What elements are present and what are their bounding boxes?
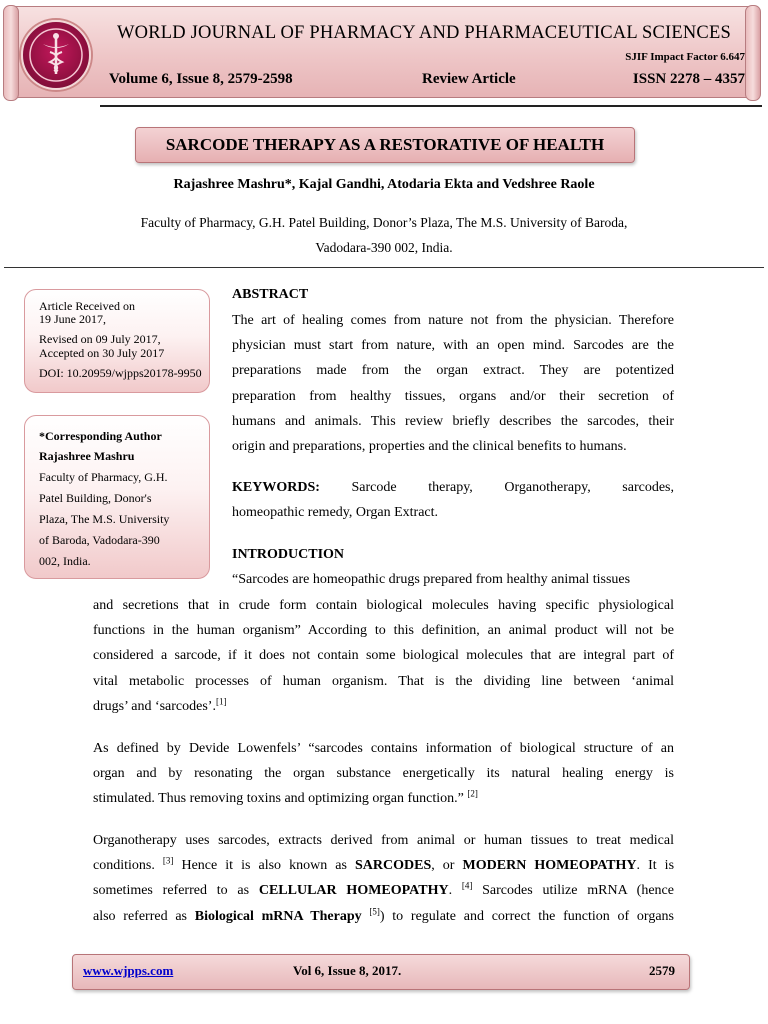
intro-line: organ and by resonating the organ substance energetically its natural healing energy is [93,766,674,782]
footer-volume: Vol 6, Issue 8, 2017. [293,963,402,978]
journal-header-banner [8,6,756,98]
issn: ISSN 2278 – 4357 [632,71,745,87]
article-type: Review Article [422,71,516,87]
volume-issue: Volume 6, Issue 8, 2579-2598 [109,71,293,87]
keywords-line [232,475,674,500]
text-run: Hence it is also known as [173,858,355,874]
text-run: , or [431,858,463,874]
corresponding-address-line: of Baroda, Vadodara-390 [39,533,160,547]
abstract-line: origin and preparations, properties and the clinical benefits to humans. [232,438,627,454]
header-divider [100,105,762,107]
intro-line [93,853,674,878]
intro-paragraph-1 [93,593,674,719]
corresponding-name: Rajashree Mashru [39,449,135,463]
accepted-date: Accepted on 30 July 2017 [39,346,165,360]
journal-website-link[interactable]: www.wjpps.com [83,963,174,978]
page-number: 2579 [649,963,675,978]
intro-line [93,878,674,903]
intro-line: considered a sarcode, if it does not contain some biological molecules that are integral part of [93,648,674,664]
abstract-line: humans and animals. This review briefly describes the sarcodes, their [232,413,674,429]
received-date: 19 June 2017, [39,312,106,326]
abstract-line: preparations made from the organ extract. They are potentized [232,363,674,379]
text-run: . It is [636,858,675,874]
introduction-heading: INTRODUCTION [232,547,345,562]
article-title: SARCODE THERAPY AS A RESTORATIVE OF HEALTH [135,127,635,163]
abstract-line: preparation from healthy tissues, organs and/or their secretion of [232,388,674,404]
reference-marker: [1] [215,696,227,707]
intro-line: stimulated. Thus removing toxins and optimizing organ function.” [93,791,464,807]
intro-line: drugs’ and ‘sarcodes’. [93,698,216,714]
corresponding-address-line: Patel Building, Donor's [39,491,152,505]
scroll-decoration-left [3,5,19,101]
corresponding-address-line: Faculty of Pharmacy, G.H. [39,470,168,484]
scroll-decoration-right [745,5,761,101]
journal-title: WORLD JOURNAL OF PHARMACY AND PHARMACEUTICAL SCIENCES [117,23,731,43]
reference-marker: [3] [162,855,174,866]
bold-term: CELLULAR HOMEOPATHY [258,883,449,899]
doi: DOI: 10.20959/wjpps20178-9950 [39,366,202,380]
reference-marker: [5] [369,905,380,916]
reference-marker: [4] [461,880,473,891]
abstract-heading: ABSTRACT [232,287,309,302]
keywords-list-part-2: homeopathic remedy, Organ Extract. [232,505,439,521]
intro-line: “Sarcodes are homeopathic drugs prepared from healthy animal tissues [232,572,631,587]
intro-line: vital metabolic processes of human organism. That is the dividing line between ‘animal [93,673,674,689]
intro-line: As defined by Devide Lowenfels’ “sarcodes contains information of biological structure of an [93,741,674,756]
intro-paragraph-2 [93,736,674,812]
article-info-box [24,289,210,393]
affiliation-line-2: Vadodara-390 002, India. [315,240,453,255]
intro-line [93,904,674,929]
corresponding-address-line: 002, India. [39,554,91,568]
intro-paragraph-3 [93,828,674,929]
impact-factor: SJIF Impact Factor 6.647 [625,51,745,63]
abstract-line: The art of healing comes from nature not from the physician. Therefore [232,313,674,328]
bold-term: MODERN HOMEOPATHY [462,858,637,874]
text-run: sometimes referred to as [93,883,259,899]
keywords-block [232,475,674,525]
intro-paragraph-1-start [232,567,674,592]
abstract-text [232,308,674,459]
author-list: Rajashree Mashru*, Kajal Gandhi, Atodaria Ekta and Vedshree Raole [173,177,595,192]
corresponding-heading: *Corresponding Author [39,429,162,443]
intro-line: and secretions that in crude form contain biological molecules having specific physiological [93,598,674,613]
keywords-list-part-1: Sarcode therapy, Organotherapy, sarcodes, [351,480,674,495]
journal-logo [21,20,91,90]
reference-marker: [2] [467,788,478,799]
page-footer [72,954,690,990]
keywords-label: KEYWORDS: [232,480,320,495]
intro-line: functions in the human organism” According to this definition, an animal product will not be [93,623,674,639]
intro-line-with-ref [93,786,674,811]
text-run: ) to regulate and correct the function of organs [379,908,675,924]
received-label: Article Received on [39,299,135,313]
corresponding-author-box [24,415,210,579]
caduceus-icon [23,22,89,88]
bold-term: Biological mRNA Therapy [194,908,362,924]
corresponding-address-line: Plaza, The M.S. University [39,512,170,526]
text-run: . [448,883,462,899]
affiliation-line-1: Faculty of Pharmacy, G.H. Patel Building, Donor’s Plaza, The M.S. University of Baroda, [140,215,628,230]
bold-term: SARCODES [355,858,432,874]
abstract-line: physician must start from nature, with an open mind. Sarcodes are the [232,338,674,354]
revised-date: Revised on 09 July 2017, [39,332,161,346]
intro-line: Organotherapy uses sarcodes, extracts derived from animal or human tissues to treat medical [93,833,674,848]
text-run: Sarcodes utilize mRNA (hence [472,883,674,899]
affiliation-divider [4,267,764,268]
intro-line-with-ref [93,694,674,719]
text-run: also referred as [93,908,195,924]
text-run: conditions. [93,858,155,874]
